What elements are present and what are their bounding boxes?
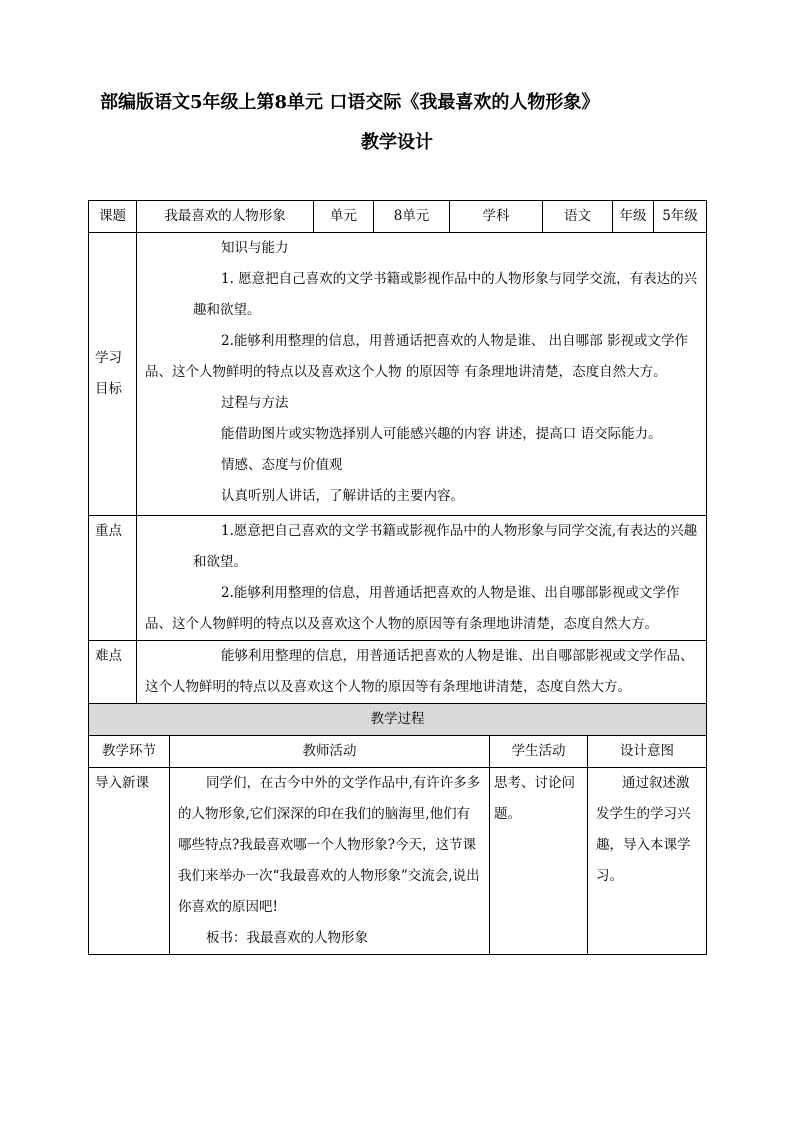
key-point-1: 1.愿意把自己喜欢的文学书籍或影视作品中的人物形象与同学交流,有表达的兴趣和欲望。 (193, 523, 698, 570)
col-stage-header: 教学环节 (89, 736, 170, 768)
topic-label: 课题 (89, 201, 137, 233)
unit-label: 单元 (314, 201, 374, 233)
teacher-activity-cell (170, 768, 490, 955)
difficulties-content (137, 641, 707, 704)
col-student-header: 学生活动 (490, 736, 588, 768)
unit-value: 8单元 (374, 201, 450, 233)
objective-heading-knowledge: 知识与能力 (221, 240, 289, 256)
col-teacher-header: 教师活动 (170, 736, 490, 768)
process-row (89, 768, 707, 955)
subject-value: 语文 (543, 201, 613, 233)
process-section-row (89, 704, 707, 736)
key-point-2: 2.能够利用整理的信息，用普通话把喜欢的人物是谁、出自哪部影视或文学作品、这个人物鲜明的特点以及喜欢这个人物的原因等有条理地讲清楚，态度自然大方。 (145, 585, 680, 632)
difficulty-1: 能够利用整理的信息，用普通话把喜欢的人物是谁、出自哪部影视或文学作品、这个人物鲜明的特点以及喜欢这个人物的原因等有条理地讲清楚，态度自然大方。 (145, 648, 694, 695)
stage-cell: 导入新课 (89, 768, 170, 955)
document-subtitle: 教学设计 (361, 132, 433, 153)
key-points-content (137, 516, 707, 641)
objective-heading-process: 过程与方法 (221, 395, 289, 411)
document-title: 部编版语文5年级上第8单元 口语交际《我最喜欢的人物形象》 (100, 92, 600, 113)
key-points-row (89, 516, 707, 641)
difficulties-row (89, 641, 707, 704)
objective-item-3: 能借助图片或实物选择别人可能感兴趣的内容 讲述，提高口 语交际能力。 (221, 426, 662, 442)
objective-item-4: 认真听别人讲话，了解讲话的主要内容。 (221, 488, 464, 504)
objectives-content (137, 233, 707, 516)
col-intent-header: 设计意图 (588, 736, 707, 768)
objectives-label-line1: 学习 (95, 350, 122, 366)
objective-item-1: 1. 愿意把自己喜欢的文学书籍或影视作品中的人物形象与同学交流，有表达的兴趣和欲望。 (193, 271, 698, 318)
objective-item-2: 2.能够利用整理的信息，用普通话把喜欢的人物是谁、 出自哪部 影视或文学作品、这个人物鲜明的特点以及喜欢这个人物 的原因等 有条理地讲清楚，态度自然大方。 (145, 333, 688, 380)
key-points-label: 重点 (89, 516, 137, 641)
objectives-label (89, 233, 137, 516)
objectives-row (89, 233, 707, 516)
design-intent-cell: 通过叙述激发学生的学习兴趣，导入本课学习。 (588, 768, 707, 955)
objective-heading-attitude: 情感、态度与价值观 (221, 457, 343, 473)
topic-value: 我最喜欢的人物形象 (137, 201, 314, 233)
teacher-board-note: 板书：我最喜欢的人物形象 (206, 930, 368, 946)
subject-label: 学科 (450, 201, 543, 233)
process-header-row (89, 736, 707, 768)
difficulties-label: 难点 (89, 641, 137, 704)
student-activity-cell: 思考、讨论问题。 (490, 768, 588, 955)
grade-label: 年级 (613, 201, 654, 233)
teacher-activity-text: 同学们，在古今中外的文学作品中,有许许多多的人物形象,它们深深的印在我们的脑海里,他们有哪些特点?我最喜欢哪一个人物形象?今天，这节课我们来举办一次“我最喜欢的人物形象”交流会,说出你喜欢的原因吧! (178, 775, 481, 915)
lesson-plan-table (88, 200, 707, 955)
grade-value: 5年级 (654, 201, 707, 233)
objectives-label-line2: 目标 (95, 381, 122, 397)
info-row (89, 201, 707, 233)
process-section-title: 教学过程 (89, 704, 707, 736)
